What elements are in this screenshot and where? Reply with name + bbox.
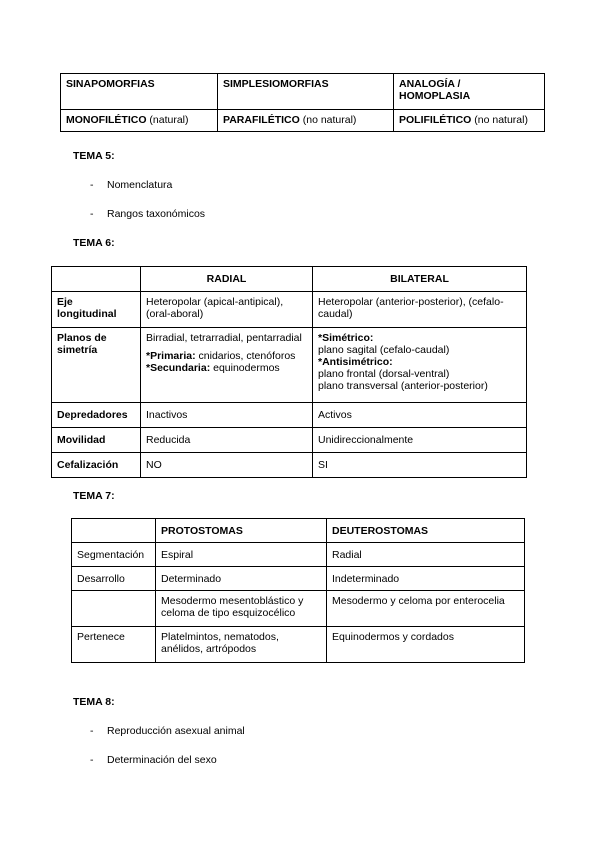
table-cell	[52, 292, 141, 328]
table-cell	[141, 292, 313, 328]
cell-text: PROTOSTOMAS	[161, 524, 243, 537]
cell-text: PARAFILÉTICO	[223, 114, 300, 126]
table-cell	[141, 328, 313, 403]
table-cell	[313, 292, 527, 328]
table-row	[52, 403, 527, 428]
cell-line	[146, 350, 307, 362]
cell-text: Pertenece	[77, 631, 125, 643]
cell-text: Mesodermo y celoma por enterocelia	[332, 595, 505, 607]
cell-text: Reducida	[146, 434, 191, 446]
table-header-bilateral	[313, 267, 527, 292]
table-cell	[313, 403, 527, 428]
cell-text: POLIFILÉTICO	[399, 114, 472, 126]
cell-text: plano sagital (cefalo-caudal)	[318, 344, 450, 356]
table-cell	[394, 74, 545, 110]
table-cell	[72, 567, 156, 591]
cell-text: Inactivos	[146, 409, 188, 421]
protostomes-deuterostomes-table	[71, 518, 525, 663]
table-cell	[141, 453, 313, 478]
cell-text: Radial	[332, 548, 362, 561]
table-row	[61, 74, 545, 110]
table-row	[72, 567, 525, 591]
cell-text: Depredadores	[57, 409, 128, 421]
cell-text: Platelmintos, nematodos, anélidos, artrópodos	[161, 631, 279, 655]
cell-text: Unidireccionalmente	[318, 434, 414, 446]
table-cell	[327, 543, 525, 567]
cell-text: *Antisimétrico:	[318, 356, 393, 368]
list-item-text: Nomenclatura	[107, 179, 173, 191]
cell-text: ANALOGÍA /	[399, 78, 461, 90]
cell-text: Cefalización	[57, 459, 119, 471]
table-cell	[156, 627, 327, 663]
table-cell	[218, 74, 394, 110]
table-cell	[72, 543, 156, 567]
table-cell	[141, 403, 313, 428]
table-row	[72, 591, 525, 627]
cell-text: SIMPLESIOMORFIAS	[223, 78, 329, 90]
bullet-dash: -	[90, 179, 94, 191]
table-row	[52, 453, 527, 478]
table-cell	[72, 627, 156, 663]
table-row	[52, 328, 527, 403]
cell-text: SINAPOMORFIAS	[66, 78, 155, 90]
cell-text: Activos	[318, 409, 352, 421]
table-row	[72, 519, 525, 543]
table-cell	[52, 267, 141, 292]
table-cell	[156, 591, 327, 627]
cell-text: (no natural)	[471, 114, 528, 126]
table-cell	[218, 110, 394, 132]
bullet-dash: -	[90, 754, 94, 766]
table-cell	[61, 110, 218, 132]
cell-text: SI	[318, 459, 328, 471]
tema5-heading: TEMA 5:	[73, 150, 115, 162]
table-cell	[52, 403, 141, 428]
table-cell	[52, 328, 141, 403]
tema6-heading: TEMA 6:	[73, 237, 115, 249]
cell-text: Indeterminado	[332, 572, 400, 585]
cell-text: HOMOPLASIA	[399, 90, 471, 102]
table-row	[52, 267, 527, 292]
cell-text: Espiral	[161, 548, 194, 561]
tema7-heading: TEMA 7:	[73, 490, 115, 502]
cell-text: Eje longitudinal	[57, 296, 117, 320]
table-cell	[313, 453, 527, 478]
table-cell	[141, 428, 313, 453]
cell-text: *Primaria:	[146, 350, 196, 362]
cell-text: equinodermos	[210, 362, 280, 374]
cell-text: Desarrollo	[77, 572, 125, 585]
cell-text: Equinodermos y cordados	[332, 631, 454, 643]
cell-text: *Simétrico:	[318, 332, 374, 344]
cell-text: Determinado	[161, 572, 222, 585]
table-header-deuterostomas	[327, 519, 525, 543]
table-cell	[72, 591, 156, 627]
table-cell	[156, 567, 327, 591]
table-cell	[394, 110, 545, 132]
cell-text: DEUTEROSTOMAS	[332, 524, 429, 537]
table-cell	[327, 567, 525, 591]
cell-text: Planos de simetría	[57, 332, 107, 356]
table-cell	[156, 543, 327, 567]
symmetry-table	[51, 266, 527, 478]
cell-text: plano frontal (dorsal-ventral)	[318, 368, 450, 380]
table-row	[72, 543, 525, 567]
cell-text: Movilidad	[57, 434, 106, 446]
table-row	[52, 292, 527, 328]
cell-text: Heteropolar (apical-antipical), (oral-aboral)	[146, 296, 284, 320]
cell-text: (no natural)	[299, 114, 357, 126]
cell-text: (natural)	[146, 114, 189, 126]
list-item-text: Rangos taxonómicos	[107, 208, 206, 220]
table-cell	[313, 328, 527, 403]
cell-text: BILATERAL	[390, 273, 449, 285]
cell-text: MONOFILÉTICO	[66, 114, 147, 126]
cell-text: cnidarios, ctenóforos	[195, 350, 296, 362]
table-row	[72, 627, 525, 663]
table-cell	[52, 453, 141, 478]
phylogeny-terms-table	[60, 73, 545, 132]
cell-text: Heteropolar (anterior-posterior), (cefalo-caudal)	[318, 296, 504, 320]
list-item-text: Determinación del sexo	[107, 754, 217, 766]
tema8-heading: TEMA 8:	[73, 696, 115, 708]
cell-text: Birradial, tetrarradial, pentarradial	[146, 332, 302, 344]
table-cell	[327, 591, 525, 627]
cell-text: RADIAL	[206, 273, 247, 285]
cell-text: Segmentación	[77, 548, 145, 561]
table-row	[61, 110, 545, 132]
table-row	[52, 428, 527, 453]
cell-text: NO	[146, 459, 162, 471]
table-header-radial	[141, 267, 313, 292]
table-cell	[61, 74, 218, 110]
cell-text: Mesodermo mesentoblástico y celoma de tipo esquizocélico	[161, 595, 304, 619]
bullet-dash: -	[90, 208, 94, 220]
table-cell	[313, 428, 527, 453]
cell-line	[146, 362, 307, 374]
table-cell	[52, 428, 141, 453]
bullet-dash: -	[90, 725, 94, 737]
table-cell	[327, 627, 525, 663]
table-cell	[72, 519, 156, 543]
list-item-text: Reproducción asexual animal	[107, 725, 245, 737]
table-header-protostomas	[156, 519, 327, 543]
cell-text: plano transversal (anterior-posterior)	[318, 380, 488, 392]
cell-text: *Secundaria:	[146, 362, 211, 374]
